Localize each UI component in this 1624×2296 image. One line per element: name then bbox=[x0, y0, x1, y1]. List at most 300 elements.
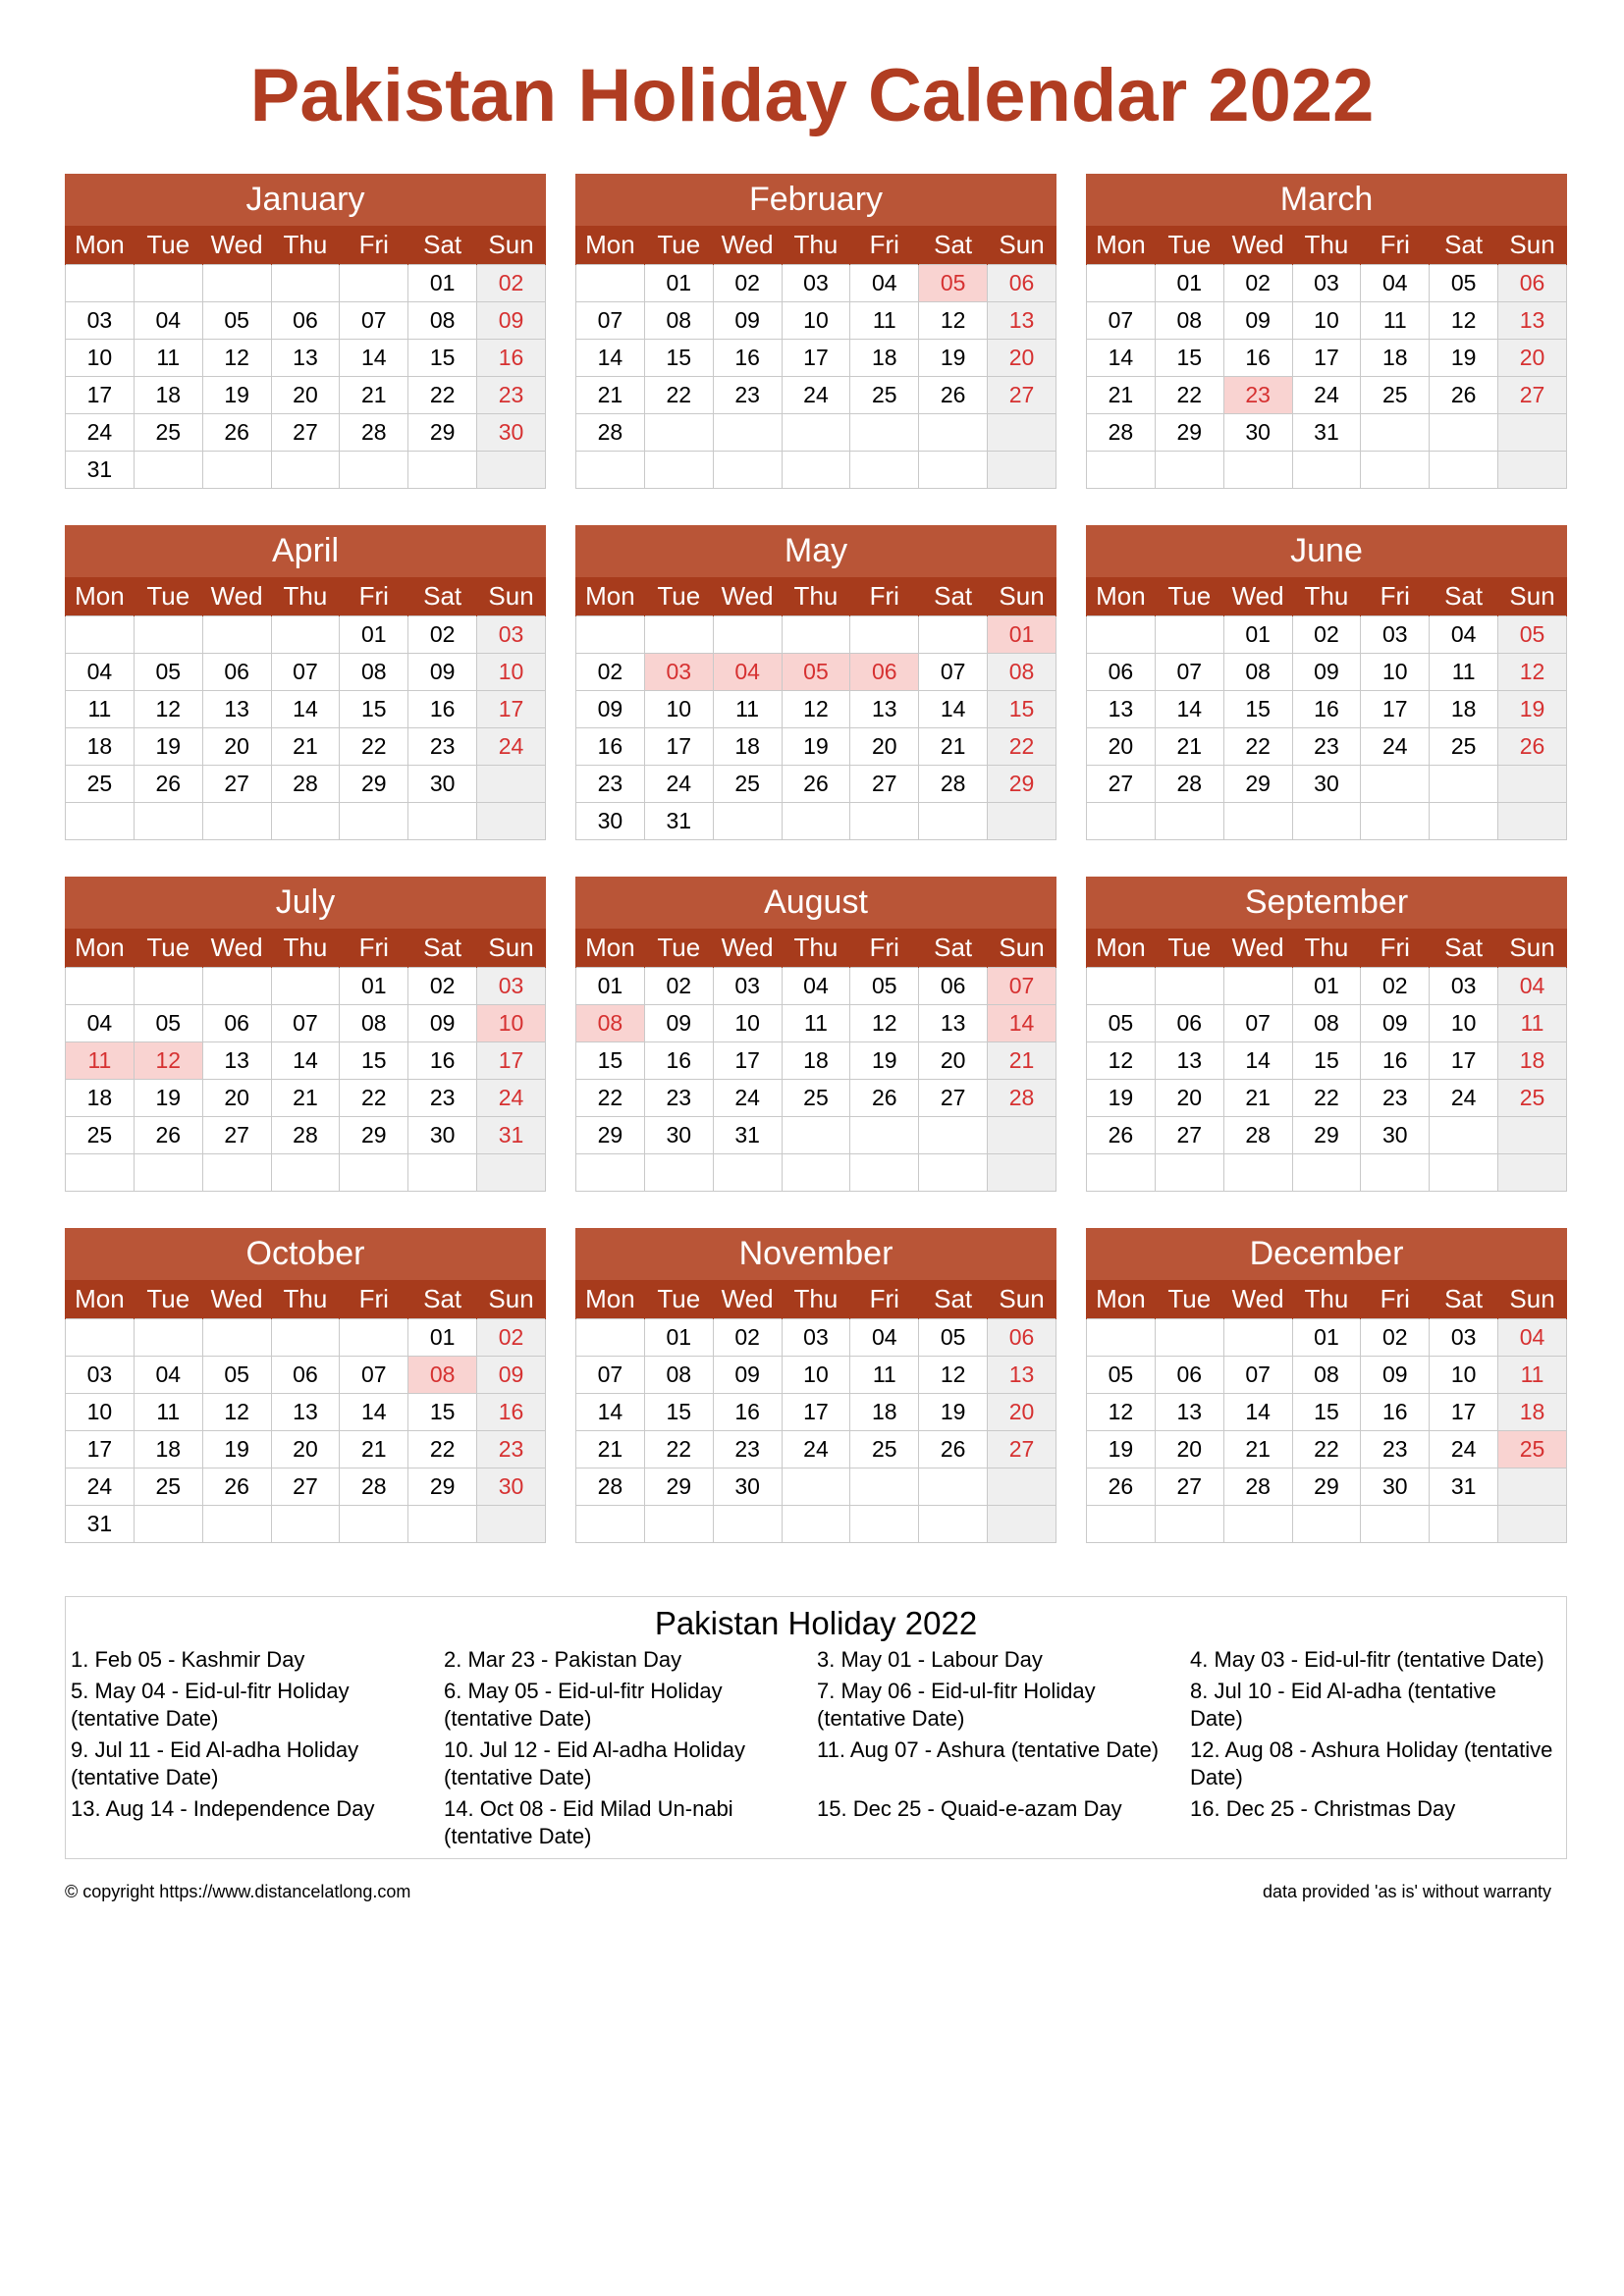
weekday-header: Fri bbox=[850, 577, 919, 616]
weekday-header: Tue bbox=[644, 929, 713, 968]
day-cell: 04 bbox=[134, 1357, 202, 1394]
day-cell: 21 bbox=[919, 728, 988, 766]
weekday-header: Tue bbox=[134, 226, 202, 265]
day-cell: 12 bbox=[919, 302, 988, 340]
weekday-header: Tue bbox=[1155, 577, 1223, 616]
day-cell: 21 bbox=[271, 728, 340, 766]
day-cell: 29 bbox=[408, 1468, 477, 1506]
days-table bbox=[1086, 929, 1567, 1192]
empty-cell bbox=[782, 616, 850, 654]
day-cell: 11 bbox=[1498, 1005, 1567, 1042]
empty-cell bbox=[713, 414, 782, 452]
day-cell: 13 bbox=[988, 1357, 1056, 1394]
day-cell: 18 bbox=[1430, 691, 1498, 728]
week-row bbox=[1087, 414, 1567, 452]
day-cell: 20 bbox=[1155, 1080, 1223, 1117]
empty-cell bbox=[477, 452, 546, 489]
empty-cell bbox=[1430, 452, 1498, 489]
day-cell: 30 bbox=[1361, 1117, 1430, 1154]
weekday-header: Sun bbox=[1498, 577, 1567, 616]
day-cell: 03 bbox=[66, 302, 135, 340]
week-row bbox=[66, 452, 546, 489]
week-row bbox=[1087, 1117, 1567, 1154]
day-cell: 21 bbox=[1087, 377, 1156, 414]
day-cell: 18 bbox=[134, 1431, 202, 1468]
empty-cell bbox=[988, 452, 1056, 489]
day-cell: 23 bbox=[644, 1080, 713, 1117]
week-row bbox=[1087, 1042, 1567, 1080]
day-cell: 14 bbox=[919, 691, 988, 728]
day-cell: 09 bbox=[1361, 1005, 1430, 1042]
empty-cell bbox=[202, 616, 271, 654]
day-cell: 03 bbox=[713, 968, 782, 1005]
empty-cell bbox=[850, 452, 919, 489]
day-cell: 08 bbox=[408, 302, 477, 340]
days-table bbox=[65, 929, 546, 1192]
day-cell: 09 bbox=[408, 1005, 477, 1042]
day-cell: 05 bbox=[134, 654, 202, 691]
day-cell: 11 bbox=[1430, 654, 1498, 691]
empty-cell bbox=[919, 803, 988, 840]
week-row bbox=[576, 1042, 1056, 1080]
day-cell: 22 bbox=[1155, 377, 1223, 414]
day-cell: 01 bbox=[644, 1319, 713, 1357]
week-row bbox=[1087, 691, 1567, 728]
day-cell: 18 bbox=[850, 1394, 919, 1431]
empty-cell bbox=[1155, 452, 1223, 489]
weekday-header: Wed bbox=[713, 577, 782, 616]
day-cell: 17 bbox=[782, 1394, 850, 1431]
day-cell: 15 bbox=[644, 1394, 713, 1431]
day-cell: 06 bbox=[271, 302, 340, 340]
holiday-item: 15. Dec 25 - Quaid-e-azam Day bbox=[817, 1796, 1122, 1821]
day-cell: 20 bbox=[271, 377, 340, 414]
day-cell: 11 bbox=[713, 691, 782, 728]
empty-cell bbox=[1430, 803, 1498, 840]
day-cell: 23 bbox=[713, 1431, 782, 1468]
weekday-header: Thu bbox=[1292, 1280, 1361, 1319]
weekday-header: Wed bbox=[1223, 1280, 1292, 1319]
day-cell: 13 bbox=[1155, 1042, 1223, 1080]
day-cell: 21 bbox=[1223, 1431, 1292, 1468]
week-row bbox=[1087, 377, 1567, 414]
day-cell: 07 bbox=[1223, 1357, 1292, 1394]
day-cell: 10 bbox=[713, 1005, 782, 1042]
empty-cell bbox=[850, 1117, 919, 1154]
day-cell: 26 bbox=[1498, 728, 1567, 766]
empty-cell bbox=[919, 414, 988, 452]
day-cell: 01 bbox=[340, 616, 408, 654]
day-cell: 06 bbox=[988, 265, 1056, 302]
day-cell: 06 bbox=[1087, 654, 1156, 691]
empty-cell bbox=[340, 452, 408, 489]
weekday-header: Fri bbox=[340, 1280, 408, 1319]
empty-cell bbox=[66, 265, 135, 302]
day-cell: 29 bbox=[1292, 1117, 1361, 1154]
empty-cell bbox=[271, 968, 340, 1005]
holiday-item: 4. May 03 - Eid-ul-fitr (tentative Date) bbox=[1190, 1647, 1544, 1672]
day-cell: 15 bbox=[1292, 1394, 1361, 1431]
empty-cell bbox=[202, 1506, 271, 1543]
week-row bbox=[576, 968, 1056, 1005]
empty-cell bbox=[66, 803, 135, 840]
day-cell: 31 bbox=[66, 452, 135, 489]
week-row bbox=[66, 1042, 546, 1080]
day-cell: 09 bbox=[477, 302, 546, 340]
day-cell: 28 bbox=[1223, 1468, 1292, 1506]
day-cell: 24 bbox=[477, 728, 546, 766]
weekday-header: Sun bbox=[1498, 226, 1567, 265]
day-cell: 03 bbox=[1361, 616, 1430, 654]
day-cell: 03 bbox=[782, 265, 850, 302]
day-cell: 02 bbox=[408, 616, 477, 654]
day-cell: 31 bbox=[1292, 414, 1361, 452]
empty-cell bbox=[1087, 265, 1156, 302]
day-cell: 10 bbox=[477, 1005, 546, 1042]
day-cell: 14 bbox=[988, 1005, 1056, 1042]
empty-cell bbox=[782, 1506, 850, 1543]
day-cell: 14 bbox=[576, 1394, 645, 1431]
disclaimer-text: data provided 'as is' without warranty bbox=[1262, 1882, 1551, 1901]
weekday-header: Sun bbox=[477, 226, 546, 265]
holiday-item: 3. May 01 - Labour Day bbox=[817, 1647, 1043, 1672]
empty-cell bbox=[782, 1154, 850, 1192]
day-cell: 20 bbox=[1155, 1431, 1223, 1468]
day-cell: 29 bbox=[1223, 766, 1292, 803]
day-cell: 26 bbox=[782, 766, 850, 803]
day-cell: 24 bbox=[782, 1431, 850, 1468]
weekday-header: Wed bbox=[713, 1280, 782, 1319]
empty-cell bbox=[271, 1319, 340, 1357]
empty-cell bbox=[644, 452, 713, 489]
weekday-header: Sun bbox=[477, 577, 546, 616]
day-cell: 19 bbox=[850, 1042, 919, 1080]
holiday-item: 5. May 04 - Eid-ul-fitr Holiday (tentative Date) bbox=[71, 1679, 350, 1731]
day-cell: 20 bbox=[1498, 340, 1567, 377]
week-row bbox=[1087, 1506, 1567, 1543]
week-row bbox=[66, 766, 546, 803]
day-cell: 13 bbox=[202, 691, 271, 728]
day-cell: 14 bbox=[340, 340, 408, 377]
day-cell: 26 bbox=[1087, 1117, 1156, 1154]
day-cell: 04 bbox=[1361, 265, 1430, 302]
page-title: Pakistan Holiday Calendar 2022 bbox=[249, 54, 1375, 137]
day-cell: 10 bbox=[66, 1394, 135, 1431]
day-cell: 21 bbox=[576, 1431, 645, 1468]
weekday-header: Mon bbox=[576, 577, 645, 616]
empty-cell bbox=[1361, 414, 1430, 452]
day-cell: 18 bbox=[66, 728, 135, 766]
week-row bbox=[66, 1080, 546, 1117]
day-cell: 27 bbox=[850, 766, 919, 803]
day-cell: 11 bbox=[1498, 1357, 1567, 1394]
week-row bbox=[66, 728, 546, 766]
month-name: July bbox=[65, 877, 546, 929]
empty-cell bbox=[1155, 1506, 1223, 1543]
days-table bbox=[65, 226, 546, 489]
day-cell: 11 bbox=[1361, 302, 1430, 340]
days-table bbox=[575, 929, 1056, 1192]
empty-cell bbox=[1223, 1319, 1292, 1357]
empty-cell bbox=[919, 1506, 988, 1543]
week-row bbox=[576, 1117, 1056, 1154]
day-cell: 07 bbox=[1087, 302, 1156, 340]
day-cell: 18 bbox=[134, 377, 202, 414]
day-cell: 11 bbox=[66, 1042, 135, 1080]
days-table bbox=[1086, 1280, 1567, 1543]
day-cell: 06 bbox=[919, 968, 988, 1005]
day-cell: 28 bbox=[1155, 766, 1223, 803]
empty-cell bbox=[1292, 1506, 1361, 1543]
day-cell: 23 bbox=[1223, 377, 1292, 414]
weekday-header: Wed bbox=[1223, 929, 1292, 968]
day-cell: 11 bbox=[134, 340, 202, 377]
empty-cell bbox=[576, 452, 645, 489]
day-cell: 22 bbox=[1292, 1080, 1361, 1117]
day-cell: 22 bbox=[644, 1431, 713, 1468]
day-cell: 27 bbox=[202, 1117, 271, 1154]
day-cell: 07 bbox=[919, 654, 988, 691]
day-cell: 08 bbox=[1155, 302, 1223, 340]
empty-cell bbox=[1087, 1319, 1156, 1357]
empty-cell bbox=[408, 1154, 477, 1192]
empty-cell bbox=[408, 803, 477, 840]
day-cell: 03 bbox=[1292, 265, 1361, 302]
day-cell: 14 bbox=[271, 691, 340, 728]
day-cell: 04 bbox=[1498, 1319, 1567, 1357]
day-cell: 24 bbox=[644, 766, 713, 803]
weekday-header: Sun bbox=[1498, 929, 1567, 968]
day-cell: 08 bbox=[340, 1005, 408, 1042]
empty-cell bbox=[271, 1154, 340, 1192]
day-cell: 04 bbox=[134, 302, 202, 340]
week-row bbox=[1087, 452, 1567, 489]
day-cell: 01 bbox=[408, 1319, 477, 1357]
empty-cell bbox=[782, 452, 850, 489]
weekday-header: Fri bbox=[1361, 1280, 1430, 1319]
empty-cell bbox=[1498, 414, 1567, 452]
day-cell: 13 bbox=[271, 1394, 340, 1431]
week-row bbox=[576, 452, 1056, 489]
empty-cell bbox=[202, 1154, 271, 1192]
day-cell: 18 bbox=[782, 1042, 850, 1080]
empty-cell bbox=[271, 452, 340, 489]
empty-cell bbox=[340, 803, 408, 840]
month-name: March bbox=[1086, 174, 1567, 226]
day-cell: 12 bbox=[1498, 654, 1567, 691]
holiday-item: 6. May 05 - Eid-ul-fitr Holiday (tentative Date) bbox=[444, 1679, 723, 1731]
day-cell: 27 bbox=[919, 1080, 988, 1117]
day-cell: 28 bbox=[1087, 414, 1156, 452]
empty-cell bbox=[782, 1468, 850, 1506]
day-cell: 15 bbox=[340, 1042, 408, 1080]
day-cell: 03 bbox=[1430, 1319, 1498, 1357]
day-cell: 16 bbox=[408, 1042, 477, 1080]
day-cell: 03 bbox=[66, 1357, 135, 1394]
empty-cell bbox=[1087, 452, 1156, 489]
day-cell: 09 bbox=[1223, 302, 1292, 340]
empty-cell bbox=[644, 616, 713, 654]
month-february bbox=[575, 174, 1056, 495]
day-cell: 08 bbox=[1292, 1005, 1361, 1042]
day-cell: 13 bbox=[202, 1042, 271, 1080]
weekday-header: Tue bbox=[134, 1280, 202, 1319]
day-cell: 17 bbox=[1430, 1394, 1498, 1431]
weekday-header: Sat bbox=[408, 929, 477, 968]
day-cell: 29 bbox=[988, 766, 1056, 803]
day-cell: 25 bbox=[134, 1468, 202, 1506]
month-january bbox=[65, 174, 546, 495]
day-cell: 03 bbox=[477, 616, 546, 654]
weekday-header: Thu bbox=[782, 577, 850, 616]
day-cell: 26 bbox=[919, 1431, 988, 1468]
day-cell: 27 bbox=[1155, 1117, 1223, 1154]
empty-cell bbox=[1155, 1154, 1223, 1192]
day-cell: 19 bbox=[1430, 340, 1498, 377]
month-november bbox=[575, 1228, 1056, 1549]
empty-cell bbox=[66, 1154, 135, 1192]
empty-cell bbox=[477, 803, 546, 840]
week-row bbox=[576, 265, 1056, 302]
day-cell: 30 bbox=[408, 766, 477, 803]
month-name: December bbox=[1086, 1228, 1567, 1280]
day-cell: 27 bbox=[1087, 766, 1156, 803]
day-cell: 23 bbox=[408, 1080, 477, 1117]
day-cell: 29 bbox=[1292, 1468, 1361, 1506]
empty-cell bbox=[919, 1154, 988, 1192]
week-row bbox=[576, 1005, 1056, 1042]
empty-cell bbox=[271, 265, 340, 302]
weekday-header: Wed bbox=[202, 929, 271, 968]
holiday-item: 16. Dec 25 - Christmas Day bbox=[1190, 1796, 1456, 1821]
empty-cell bbox=[1292, 1154, 1361, 1192]
empty-cell bbox=[340, 1319, 408, 1357]
month-name: October bbox=[65, 1228, 546, 1280]
day-cell: 10 bbox=[1361, 654, 1430, 691]
day-cell: 02 bbox=[1361, 968, 1430, 1005]
day-cell: 06 bbox=[1155, 1005, 1223, 1042]
day-cell: 20 bbox=[919, 1042, 988, 1080]
day-cell: 01 bbox=[644, 265, 713, 302]
day-cell: 29 bbox=[340, 766, 408, 803]
day-cell: 22 bbox=[1292, 1431, 1361, 1468]
day-cell: 16 bbox=[1223, 340, 1292, 377]
empty-cell bbox=[1223, 1154, 1292, 1192]
day-cell: 03 bbox=[782, 1319, 850, 1357]
weekday-header: Sun bbox=[1498, 1280, 1567, 1319]
day-cell: 29 bbox=[340, 1117, 408, 1154]
empty-cell bbox=[408, 1506, 477, 1543]
days-table bbox=[65, 1280, 546, 1543]
day-cell: 20 bbox=[988, 340, 1056, 377]
day-cell: 17 bbox=[713, 1042, 782, 1080]
empty-cell bbox=[576, 265, 645, 302]
weekday-header: Fri bbox=[340, 226, 408, 265]
week-row bbox=[1087, 1154, 1567, 1192]
day-cell: 23 bbox=[477, 377, 546, 414]
weekday-header: Mon bbox=[1087, 1280, 1156, 1319]
empty-cell bbox=[1361, 766, 1430, 803]
empty-cell bbox=[66, 968, 135, 1005]
day-cell: 25 bbox=[1498, 1080, 1567, 1117]
weekday-header: Sun bbox=[988, 577, 1056, 616]
week-row bbox=[1087, 302, 1567, 340]
empty-cell bbox=[1223, 968, 1292, 1005]
empty-cell bbox=[1498, 452, 1567, 489]
day-cell: 13 bbox=[1155, 1394, 1223, 1431]
day-cell: 19 bbox=[919, 1394, 988, 1431]
empty-cell bbox=[782, 1117, 850, 1154]
week-row bbox=[66, 654, 546, 691]
day-cell: 18 bbox=[850, 340, 919, 377]
holiday-item: 7. May 06 - Eid-ul-fitr Holiday (tentative Date) bbox=[817, 1679, 1096, 1731]
day-cell: 30 bbox=[408, 1117, 477, 1154]
day-cell: 07 bbox=[1223, 1005, 1292, 1042]
day-cell: 26 bbox=[850, 1080, 919, 1117]
weekday-header: Wed bbox=[202, 577, 271, 616]
day-cell: 01 bbox=[408, 265, 477, 302]
week-row bbox=[1087, 654, 1567, 691]
day-cell: 01 bbox=[1155, 265, 1223, 302]
day-cell: 31 bbox=[713, 1117, 782, 1154]
week-row bbox=[66, 803, 546, 840]
empty-cell bbox=[1223, 803, 1292, 840]
weekday-header: Fri bbox=[850, 1280, 919, 1319]
weekday-header: Wed bbox=[202, 226, 271, 265]
weekday-header: Fri bbox=[850, 226, 919, 265]
weekday-header: Wed bbox=[1223, 226, 1292, 265]
weekday-header: Mon bbox=[576, 1280, 645, 1319]
day-cell: 11 bbox=[782, 1005, 850, 1042]
empty-cell bbox=[850, 803, 919, 840]
day-cell: 16 bbox=[644, 1042, 713, 1080]
day-cell: 25 bbox=[782, 1080, 850, 1117]
holiday-item: 12. Aug 08 - Ashura Holiday (tentative Date) bbox=[1190, 1737, 1553, 1789]
day-cell: 05 bbox=[134, 1005, 202, 1042]
day-cell: 02 bbox=[477, 1319, 546, 1357]
day-cell: 23 bbox=[477, 1431, 546, 1468]
week-row bbox=[66, 968, 546, 1005]
holiday-item: 1. Feb 05 - Kashmir Day bbox=[71, 1647, 305, 1672]
empty-cell bbox=[1430, 1506, 1498, 1543]
month-name: January bbox=[65, 174, 546, 226]
weekday-header: Sat bbox=[1430, 1280, 1498, 1319]
holiday-item: 13. Aug 14 - Independence Day bbox=[71, 1796, 375, 1821]
day-cell: 02 bbox=[1223, 265, 1292, 302]
empty-cell bbox=[713, 1506, 782, 1543]
empty-cell bbox=[576, 616, 645, 654]
month-name: April bbox=[65, 525, 546, 577]
weekday-header: Fri bbox=[1361, 929, 1430, 968]
day-cell: 25 bbox=[66, 766, 135, 803]
day-cell: 24 bbox=[1361, 728, 1430, 766]
day-cell: 19 bbox=[1498, 691, 1567, 728]
day-cell: 15 bbox=[1292, 1042, 1361, 1080]
day-cell: 25 bbox=[850, 1431, 919, 1468]
day-cell: 21 bbox=[271, 1080, 340, 1117]
weekday-header: Fri bbox=[340, 929, 408, 968]
empty-cell bbox=[1361, 803, 1430, 840]
week-row bbox=[1087, 616, 1567, 654]
empty-cell bbox=[988, 1154, 1056, 1192]
empty-cell bbox=[1155, 803, 1223, 840]
day-cell: 21 bbox=[340, 377, 408, 414]
day-cell: 27 bbox=[1498, 377, 1567, 414]
day-cell: 04 bbox=[850, 1319, 919, 1357]
day-cell: 31 bbox=[1430, 1468, 1498, 1506]
day-cell: 16 bbox=[1292, 691, 1361, 728]
empty-cell bbox=[1498, 766, 1567, 803]
